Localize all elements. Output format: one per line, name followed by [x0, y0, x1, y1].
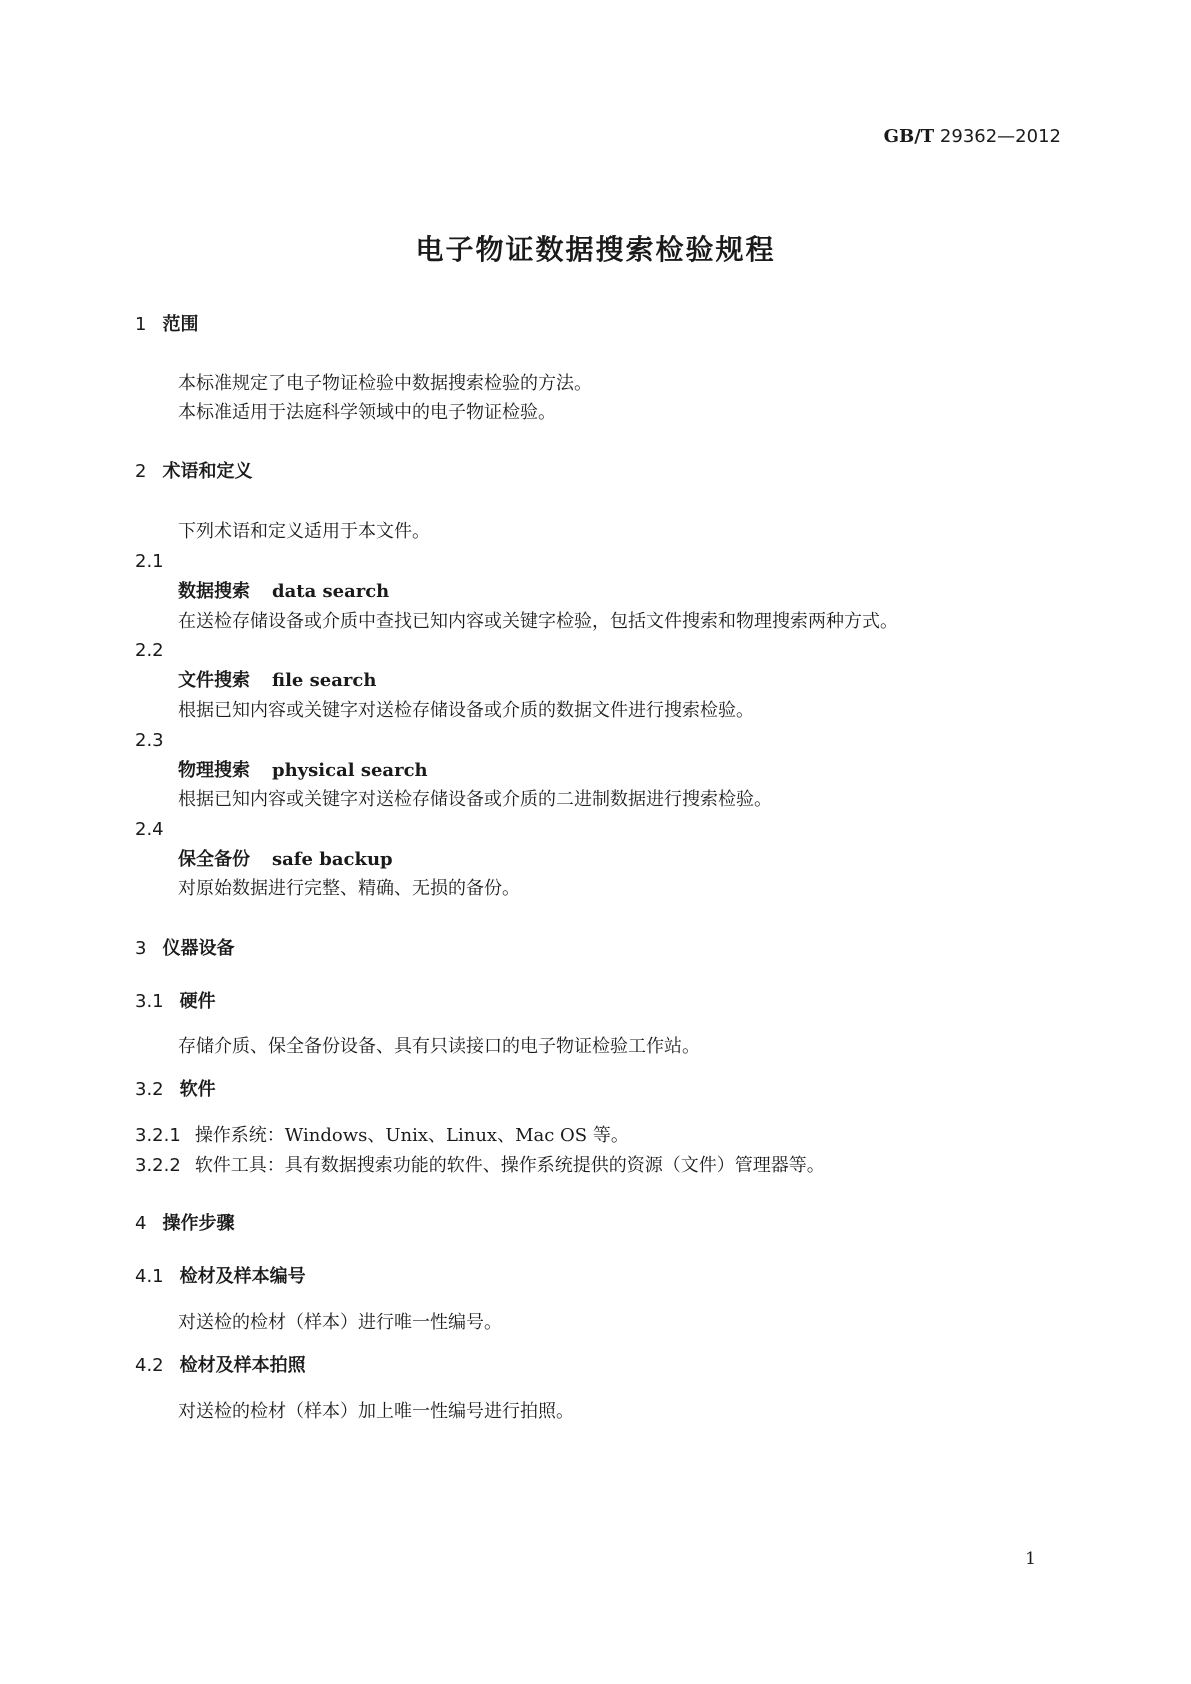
paragraph: 存储介质、保全备份设备、具有只读接口的电子物证检验工作站。 — [178, 1036, 700, 1057]
section-number: 3 — [135, 938, 147, 959]
term-entry — [178, 762, 428, 780]
section-number: 4.2 — [135, 1355, 164, 1376]
term-zh: 保全备份 — [178, 849, 250, 870]
section-heading-1 — [135, 316, 198, 334]
paragraph: 下列术语和定义适用于本文件。 — [178, 521, 430, 542]
term-en: safe backup — [272, 849, 393, 870]
term-number: 2.2 — [135, 640, 164, 661]
document-title: 电子物证数据搜索检验规程 — [415, 233, 776, 266]
section-title: 术语和定义 — [162, 461, 253, 482]
term-number: 2.3 — [135, 730, 164, 751]
page-number: 1 — [1025, 1549, 1036, 1569]
section-heading-2 — [135, 463, 252, 481]
term-entry — [178, 672, 376, 690]
subsection-heading-4-2 — [135, 1357, 306, 1375]
clause-text: 软件工具：具有数据搜索功能的软件、操作系统提供的资源（文件）管理器等。 — [194, 1155, 825, 1176]
term-zh: 数据搜索 — [178, 581, 250, 602]
section-title: 检材及样本编号 — [179, 1266, 306, 1287]
term-number: 2.4 — [135, 819, 164, 840]
term-zh: 物理搜索 — [178, 760, 250, 781]
section-title: 仪器设备 — [162, 938, 235, 959]
term-entry — [178, 851, 393, 869]
term-en: physical search — [272, 760, 428, 781]
clause-number: 3.2.1 — [135, 1125, 181, 1146]
section-title: 硬件 — [179, 991, 216, 1012]
clause-number: 3.2.2 — [135, 1155, 181, 1176]
section-number: 1 — [135, 314, 147, 335]
standard-prefix: GB/T — [883, 126, 935, 147]
term-entry — [178, 583, 389, 601]
section-number: 2 — [135, 461, 147, 482]
standard-code — [884, 128, 1061, 146]
term-definition: 对原始数据进行完整、精确、无损的备份。 — [178, 878, 520, 899]
term-definition: 根据已知内容或关键字对送检存储设备或介质的二进制数据进行搜索检验。 — [178, 789, 772, 810]
paragraph: 对送检的检材（样本）加上唯一性编号进行拍照。 — [178, 1401, 574, 1422]
term-zh: 文件搜索 — [178, 670, 250, 691]
paragraph: 本标准适用于法庭科学领域中的电子物证检验。 — [178, 402, 556, 423]
section-heading-4 — [135, 1215, 234, 1233]
term-en: file search — [272, 670, 377, 691]
term-definition: 根据已知内容或关键字对送检存储设备或介质的数据文件进行搜索检验。 — [178, 700, 754, 721]
clause-3-2-1 — [135, 1127, 629, 1145]
section-title: 范围 — [162, 314, 199, 335]
standard-number: 29362—2012 — [939, 126, 1061, 147]
section-heading-3 — [135, 940, 234, 958]
section-number: 4.1 — [135, 1266, 164, 1287]
paragraph: 对送检的检材（样本）进行唯一性编号。 — [178, 1312, 502, 1333]
term-number: 2.1 — [135, 551, 164, 572]
term-definition: 在送检存储设备或介质中查找已知内容或关键字检验，包括文件搜索和物理搜索两种方式。 — [178, 611, 898, 632]
section-number: 3.2 — [135, 1079, 164, 1100]
section-number: 4 — [135, 1213, 147, 1234]
section-title: 检材及样本拍照 — [179, 1355, 306, 1376]
subsection-heading-3-2 — [135, 1081, 216, 1099]
clause-text: 操作系统：Windows、Unix、Linux、Mac OS 等。 — [194, 1125, 629, 1146]
paragraph: 本标准规定了电子物证检验中数据搜索检验的方法。 — [178, 373, 592, 394]
section-number: 3.1 — [135, 991, 164, 1012]
section-title: 软件 — [179, 1079, 216, 1100]
section-title: 操作步骤 — [162, 1213, 235, 1234]
clause-3-2-2 — [135, 1157, 825, 1175]
term-en: data search — [272, 581, 390, 602]
subsection-heading-3-1 — [135, 993, 216, 1011]
subsection-heading-4-1 — [135, 1268, 306, 1286]
